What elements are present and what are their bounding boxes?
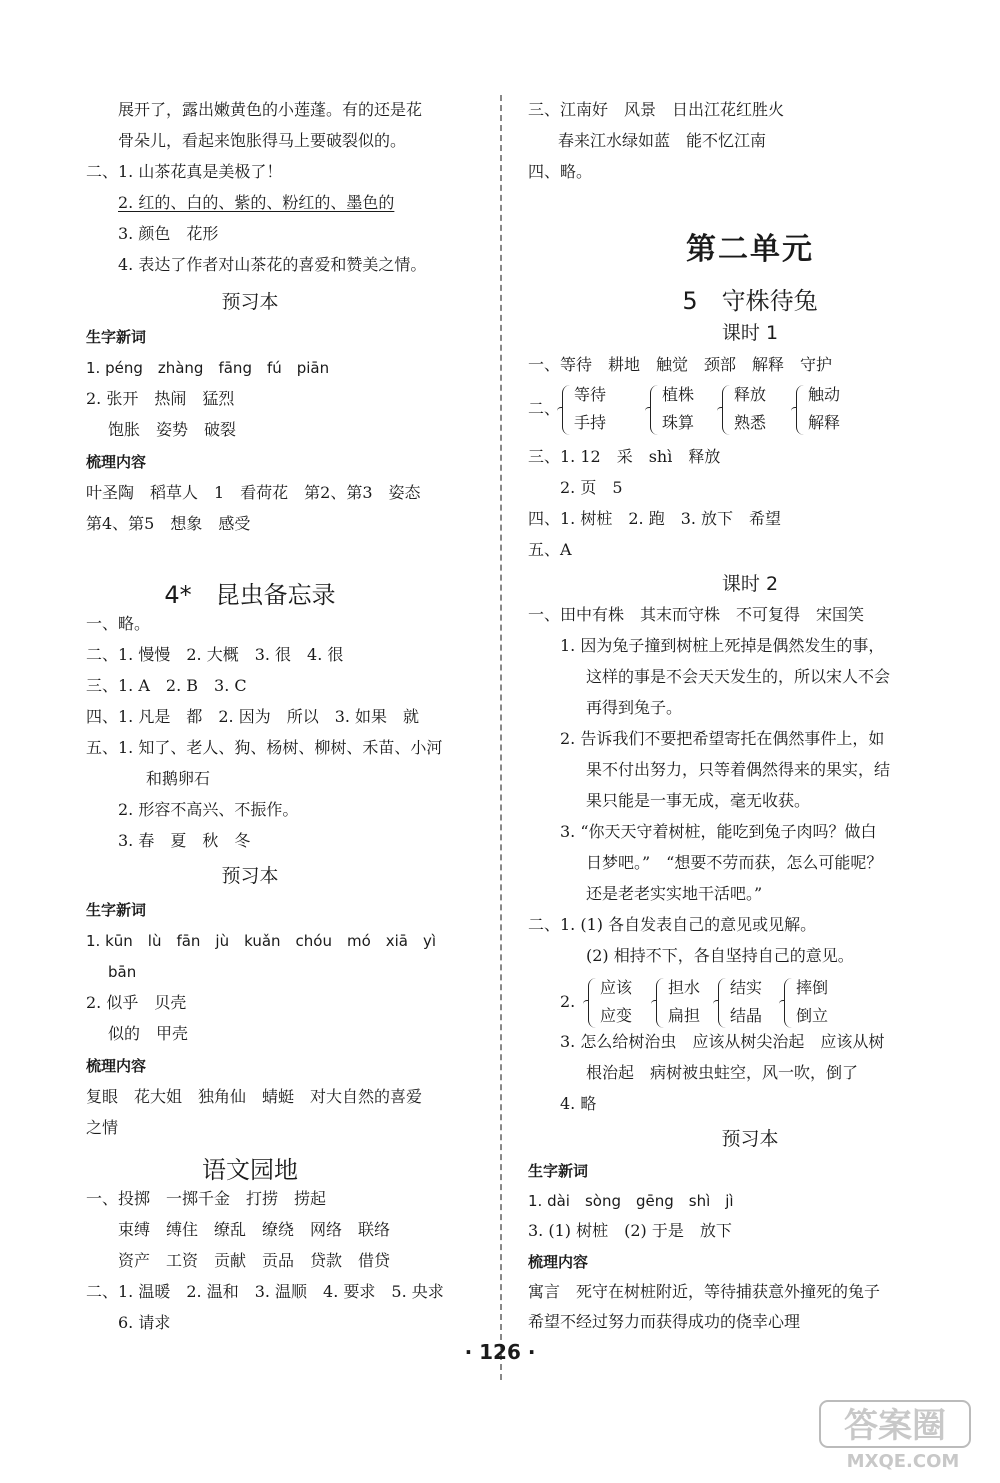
answer-line: 3. 春 夏 秋 冬 — [118, 831, 251, 850]
period-title: 课时 1 — [721, 322, 779, 344]
text-line: 展开了，露出嫩黄色的小莲蓬。有的还是花 — [118, 100, 423, 119]
answer-line: 一、田中有株 其末而守株 不可复得 宋国笑 — [528, 605, 865, 624]
content-line: 寓言 死守在树桩附近，等待捕获意外撞死的兔子 — [528, 1282, 881, 1301]
answer-line: 还是老老实实地干活吧。” — [586, 884, 763, 903]
answer-prefix: 2. — [560, 992, 576, 1011]
answer-line: 三、江南好 风景 日出江花红胜火 — [528, 100, 785, 119]
answer-line: 四、略。 — [528, 162, 593, 181]
right-column: 三、江南好 风景 日出江花红胜火 春来江水绿如蓝 能不忆江南 四、略。 第二单元 5 守株待兔 课时 1 一、等待 耕地 触觉 颈部 解释 守护 二、 等待 手持 植株 珠算 释放 熟悉 触动 解释 三、1. 12 采 shì 释放 2. 页 5 四、1. 树桩 2. 跑 3. 放下 希望 五、A 课时 2 一、田中有株 其末而守株 不可复得 宋国笑 1. 因为兔子撞到树桩上死掉是偶然发生的事， 这样的事是不会天天发生的，所以宋人不会 再得到兔子。 2. 告诉我们不要把希望寄托在偶然事件上，如 果不付出努力，只等着偶然得来的果实，结 果只能是一事无成，毫无收获。 3. “你天天守着树桩，能吃到兔子肉吗？做白 日梦吧。” “想要不劳而获，怎么可能呢？ 还是老老实实地干活吧。” 二、1. (1) 各自发表自己的意见或见解。 (2) 相持不下，各自坚持自己的意见。 2. 应该 应变 担水 扁担 结实 结晶 摔倒 倒立 3. 怎么给树治虫 应该从树尖治起 应该从树 根治起 病树被虫蛀空，风一吹，倒了 4. 略 预习本 生字新词 1. dài sòng gēng shì jì 3. (1) 树桩 (2) 于是 放下 梳理内容 寓言 死守在树桩附近，等待捕获意外撞死的兔子 希望不经过努力而获得成功的侥幸心理 — [500, 0, 1000, 1483]
answer-line: 3. 颜色 花形 — [118, 224, 219, 243]
answer-line: 和鹅卵石 — [146, 769, 211, 788]
answer-line: 一、投掷 一掷千金 打捞 捞起 — [86, 1189, 327, 1208]
watermark-url: MXQE.COM — [846, 1451, 960, 1472]
answer-line: 三、1. A 2. B 3. C — [86, 676, 247, 695]
section-title-preview: 预习本 — [221, 291, 279, 313]
content-line: 希望不经过努力而获得成功的侥幸心理 — [528, 1312, 801, 1331]
answer-prefix: 二、 — [528, 399, 561, 418]
answer-line: 二、1. 温暖 2. 温和 3. 温顺 4. 要求 5. 央求 — [86, 1282, 444, 1301]
answer-line: 五、1. 知了、老人、狗、杨树、柳树、禾苗、小河 — [86, 738, 443, 757]
subheading-content: 梳理内容 — [86, 1057, 147, 1075]
answer-line: 二、1. 慢慢 2. 大概 3. 很 4. 很 — [86, 645, 344, 664]
answer-line: 2. 页 5 — [560, 478, 623, 497]
answer-line: 三、1. 12 采 shì 释放 — [528, 447, 721, 466]
pinyin-line: 1. péng zhàng fāng fú piān — [86, 359, 330, 377]
subheading-new-words: 生字新词 — [86, 901, 147, 919]
words-line: 3. (1) 树桩 (2) 于是 放下 — [528, 1221, 732, 1240]
words-line: 2. 张开 热闹 猛烈 — [86, 389, 235, 408]
content-line: 叶圣陶 稻草人 1 看荷花 第2、第3 姿态 — [86, 483, 421, 502]
answer-line: 日梦吧。” “想要不劳而获，怎么可能呢？ — [586, 853, 883, 872]
answer-line: 资产 工资 贡献 贡品 贷款 借贷 — [118, 1251, 391, 1270]
answer-line: 3. 怎么给树治虫 应该从树尖治起 应该从树 — [560, 1032, 885, 1051]
subheading-content: 梳理内容 — [528, 1253, 589, 1271]
watermark-logo — [818, 1395, 988, 1473]
answer-line: 再得到兔子。 — [586, 698, 683, 717]
pinyin-line: bān — [108, 963, 137, 981]
subheading-new-words: 生字新词 — [86, 328, 147, 346]
content-line: 第4、第5 想象 感受 — [86, 514, 251, 533]
page-number: · 126 · — [464, 1340, 536, 1364]
answer-line: 二、1. (1) 各自发表自己的意见或见解。 — [528, 915, 817, 934]
content-line: 复眼 花大姐 独角仙 蜻蜓 对大自然的喜爱 — [86, 1087, 423, 1106]
content-line: 之情 — [86, 1118, 119, 1137]
answer-line: 五、A — [528, 540, 572, 559]
answer-line: 4. 表达了作者对山茶花的喜爱和赞美之情。 — [118, 255, 427, 274]
answer-line: 3. “你天天守着树桩，能吃到兔子肉吗？做白 — [560, 822, 877, 841]
words-line: 饱胀 姿势 破裂 — [108, 420, 237, 439]
pinyin-line: 1. dài sòng gēng shì jì — [528, 1192, 734, 1210]
words-line: 2. 似乎 贝壳 — [86, 993, 187, 1012]
answer-line: 一、等待 耕地 触觉 颈部 解释 守护 — [528, 355, 833, 374]
unit-title: 第二单元 — [686, 232, 814, 267]
answer-line: 2. 形容不高兴、不振作。 — [118, 800, 299, 819]
subheading-new-words: 生字新词 — [528, 1162, 589, 1180]
text-line: 骨朵儿，看起来饱胀得马上要破裂似的。 — [118, 131, 407, 150]
answer-line: 根治起 病树被虫蛀空，风一吹，倒了 — [586, 1063, 859, 1082]
lesson-title: 4* 昆虫备忘录 — [164, 581, 336, 609]
subheading-content: 梳理内容 — [86, 453, 147, 471]
answer-line: 四、1. 凡是 都 2. 因为 所以 3. 如果 就 — [86, 707, 420, 726]
answer-line: 春来江水绿如蓝 能不忆江南 — [558, 131, 767, 150]
answer-line: 四、1. 树桩 2. 跑 3. 放下 希望 — [528, 509, 782, 528]
answer-line: 一、略。 — [86, 614, 151, 633]
words-line: 似的 甲壳 — [108, 1024, 189, 1043]
answer-line: 果只能是一事无成，毫无收获。 — [586, 791, 811, 810]
answer-line: 1. 因为兔子撞到树桩上死掉是偶然发生的事， — [560, 636, 885, 655]
pinyin-line: 1. kūn lù fān jù kuǎn chóu mó xiā yì — [86, 932, 437, 950]
period-title: 课时 2 — [721, 573, 779, 595]
section-title-preview: 预习本 — [721, 1128, 779, 1150]
answer-line: 果不付出努力，只等着偶然得来的果实，结 — [586, 760, 891, 779]
section-title-preview: 预习本 — [221, 865, 279, 887]
answer-line: 这样的事是不会天天发生的，所以宋人不会 — [586, 667, 891, 686]
watermark-title: 答案圈 — [844, 1406, 946, 1446]
answer-line: 2. 告诉我们不要把希望寄托在偶然事件上，如 — [560, 729, 885, 748]
answer-line: (2) 相持不下，各自坚持自己的意见。 — [586, 946, 854, 965]
answer-line-underlined: 2. 红的、白的、紫的、粉红的、墨色的 — [118, 193, 395, 212]
answer-line: 4. 略 — [560, 1094, 597, 1113]
answer-line: 6. 请求 — [118, 1313, 171, 1332]
answer-line: 二、1. 山茶花真是美极了！ — [86, 162, 283, 181]
lesson-title: 5 守株待兔 — [682, 287, 818, 315]
answer-line: 束缚 缚住 缭乱 缭绕 网络 联络 — [118, 1220, 391, 1239]
section-title-garden: 语文园地 — [202, 1156, 298, 1184]
